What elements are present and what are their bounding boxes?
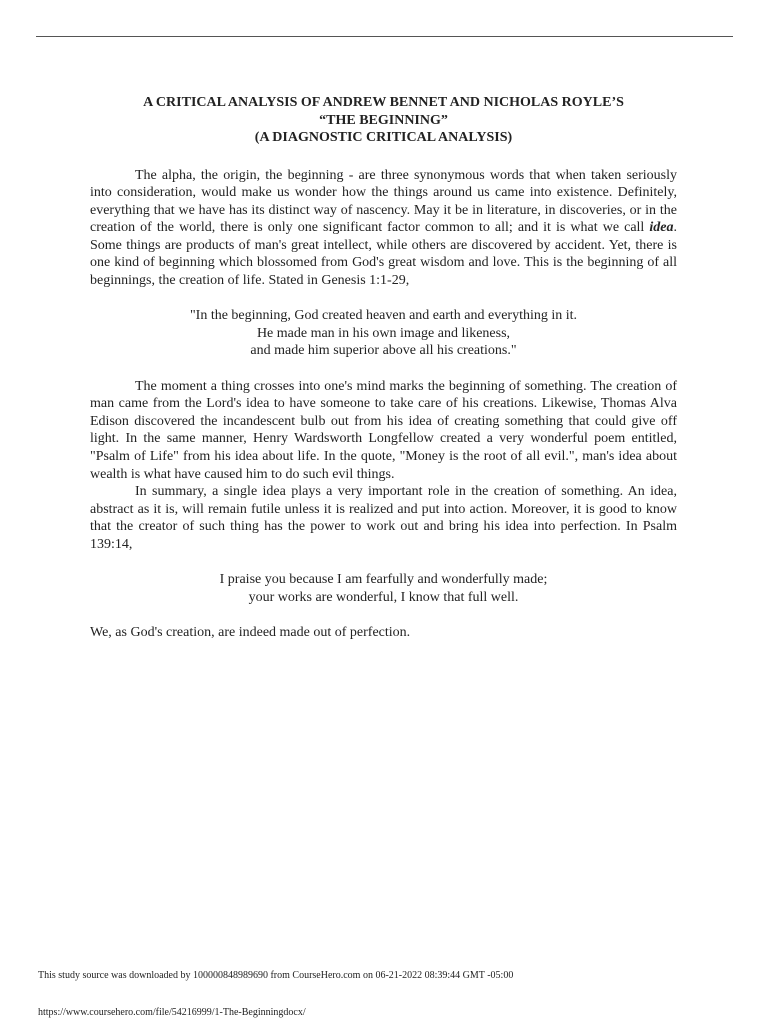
paragraph-1-text-b: . Some things are products of man's great intellect, while others are discovered by accident. Yet, there is one kind of beginning which blossomed from God's great wisdom and love. This is the beginning of all beginnings, the creation of life. Stated in Genesis 1:1-29,	[90, 220, 677, 289]
emphasis-idea: idea	[649, 220, 674, 236]
paragraph-4: We, as God's creation, are indeed made out of perfection.	[90, 624, 411, 640]
document-page	[90, 94, 677, 642]
source-url[interactable]: https://www.coursehero.com/file/54216999/1-The-Beginningdocx/	[38, 1007, 306, 1018]
paragraph-2: The moment a thing crosses into one's mind marks the beginning of something. The creation of man came from the Lord's idea to have someone to take care of his creations. Likewise, Thomas Alva Edison discovered the incandescent bulb out from his idea of creating something that could give off light. In the same manner, Henry Wardsworth Longfellow created a very wonderful poem entitled, "Psalm of Life" from his idea about life. In the quote, "Money is the root of all evil.", man's idea about wealth is what have caused him to do such evil things.	[90, 378, 677, 482]
quote-1-line-1: "In the beginning, God created heaven and earth and everything in it.	[189, 308, 578, 324]
top-rule	[36, 36, 733, 37]
quote-1-line-2: He made man in his own image and likeness,	[256, 325, 511, 341]
paragraph-1	[90, 167, 677, 290]
title-line-3: (A DIAGNOSTIC CRITICAL ANALYSIS)	[254, 130, 513, 145]
quote-2-line-1: I praise you because I am fearfully and wonderfully made;	[219, 572, 548, 588]
title-line-1: A CRITICAL ANALYSIS OF ANDREW BENNET AND NICHOLAS ROYLE’S	[143, 95, 624, 110]
paragraph-1-text-a: The alpha, the origin, the beginning - are three synonymous words that when taken seriously into consideration, would make us wonder how the things around us came into existence. Definitely, everything that we have has its distinct way of nascency. May it be in literature, in discoveries, or in the creation of the world, there is only one significant factor common to all; and it is what we call	[90, 167, 677, 236]
download-note: This study source was downloaded by 100000848989690 from CourseHero.com on 06-21-2022 08:39:44 GMT -05:00	[38, 970, 514, 981]
paragraph-3: In summary, a single idea plays a very important role in the creation of something. An idea, abstract as it is, will remain futile unless it is realized and put into action. Moreover, it is good to know that the creator of such thing has the power to work out and bring his idea into perfection. In Psalm 139:14,	[90, 484, 677, 552]
quote-2-line-2: your works are wonderful, I know that full well.	[248, 589, 519, 605]
quote-psalm	[90, 571, 677, 606]
quote-genesis	[90, 307, 677, 360]
title-line-2: “THE BEGINNING”	[319, 112, 448, 128]
document-title	[90, 94, 677, 147]
quote-1-line-3: and made him superior above all his creations."	[250, 343, 517, 359]
